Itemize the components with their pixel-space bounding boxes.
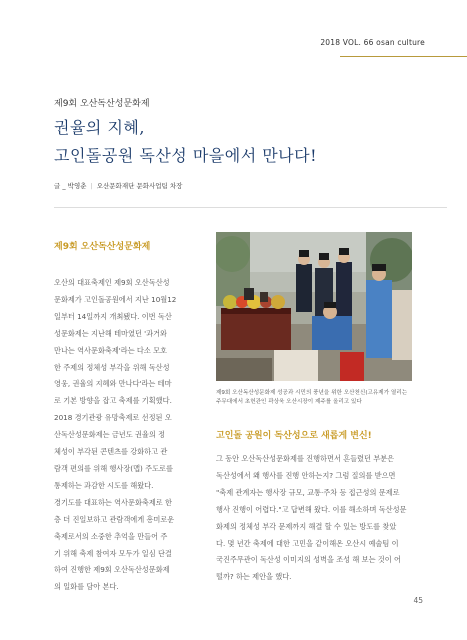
body-line: 통제하는 과감한 시도를 해왔다. (54, 480, 154, 490)
body-line: 기 위해 축제 참여자 모두가 일심 단결 (54, 548, 172, 558)
body-line: 떨까? 하는 제안을 했다. (216, 572, 292, 582)
body-line: 성문화제는 지난해 테마였던 '과거와 (54, 328, 167, 338)
section1-body (54, 275, 198, 596)
header-divider (340, 56, 467, 57)
body-line: 2018 경기관광 유망축제로 선정된 오 (54, 413, 172, 423)
article-title-line2: 고인돌공원 독산성 마을에서 만나다! (54, 146, 318, 165)
body-line: 경기도를 대표하는 역사문화축제로 한 (54, 497, 172, 507)
byline-separator: | (90, 182, 93, 190)
body-line: 일부터 14일까지 개최됐다. 이번 독산 (54, 311, 172, 321)
byline-divider (54, 207, 447, 208)
body-line: 독산성에서 왜 행사를 진행 안하는지? 그럼 질의를 받으면 (216, 470, 396, 480)
festival-label: 제9회 오산독산성문화제 (54, 99, 150, 109)
author-name: 글 _ 박영춘 (54, 182, 87, 190)
body-line: 행사 진행이 어렵다."고 답변해 왔다. 이를 해소하며 독산성문 (216, 504, 407, 514)
body-line: 영웅, 권율의 지혜와 만나다'라는 테마 (54, 379, 172, 389)
section1-heading: 제9회 오산독산성문화제 (54, 242, 151, 252)
body-line: 로 기본 방향을 잡고 축제를 기획했다. (54, 396, 172, 406)
body-line: 문화제가 고인돌공원에서 지난 10월12 (54, 294, 177, 304)
author-affiliation: 오산문화재단 문화사업팀 차장 (96, 182, 183, 190)
page-number: 45 (413, 596, 423, 605)
body-line: 의 일화를 담아 본다. (54, 582, 119, 592)
ceremony-illustration (216, 232, 412, 381)
body-line: 층 더 진일보하고 관람객에게 흥미로운 (54, 514, 175, 524)
body-line: 산독산성문화제는 금년도 권율의 정 (54, 430, 166, 440)
article-title-line1: 권율의 지혜, (54, 118, 145, 137)
body-line: 오산의 대표축제인 제9회 오산독산성 (54, 278, 170, 287)
section2-body (216, 451, 412, 586)
issue-header: 2018 VOL. 66 osan culture (320, 38, 425, 47)
body-line: 람객 편의를 위해 행사장(맵) 주도로를 (54, 463, 173, 473)
body-line: 한 주제의 정체성 부각을 위해 독산성 (54, 362, 170, 372)
author-byline (54, 181, 182, 190)
body-line: 하여 진행한 제9회 오산독산성문화제 (54, 565, 170, 575)
section2-heading: 고인돌 공원이 독산성으로 새롭게 변신! (216, 431, 372, 441)
body-line: 다. 몇 년간 축제에 대한 고민을 같이해온 오산시 예술팀 이 (216, 538, 399, 548)
body-line: 만나는 역사문화축제'라는 다소 모호 (54, 345, 167, 355)
body-line: 그 동안 오산독산성문화제를 진행하면서 흔들렸던 부분은 (216, 454, 395, 463)
body-line: 체성이 부각된 콘텐츠를 강화하고 관 (54, 447, 168, 457)
body-line: 화제의 정체성 부각 문제까지 해결 할 수 있는 방도를 찾았 (216, 521, 397, 531)
body-line: 국진주무관이 독산성 이미지의 성벽을 조성 해 보는 것이 어 (216, 555, 401, 565)
body-line: "축제 관계자는 행사장 규모, 교통·주차 등 접근성의 문제로 (216, 487, 400, 497)
body-line: 축제로서의 소중한 추억을 만들어 주 (54, 531, 168, 541)
photo-caption: 제9회 오산독산성문화제 성공과 시민의 풍년을 위한 오산천신(고유제가 열리는 주무대에서 초헌관인 곽상욱 오산시장이 제주를 올리고 있다 (216, 390, 408, 405)
ceremony-photo (216, 232, 412, 381)
